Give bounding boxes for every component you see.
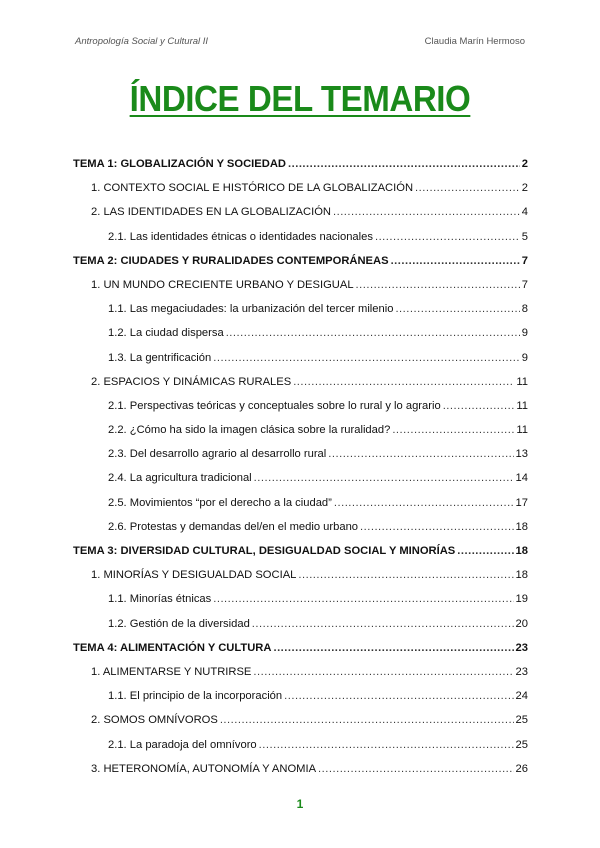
toc-entry-title: TEMA 1: GLOBALIZACIÓN Y SOCIEDAD: [73, 158, 286, 170]
toc-entry-page: 4: [521, 206, 528, 219]
toc-section-entry[interactable]: [73, 182, 528, 206]
toc-subsection-entry[interactable]: [73, 690, 528, 714]
toc-entry-page: 24: [515, 690, 528, 703]
toc-leader-dots: [392, 424, 514, 436]
toc-entry-title: 2.3. Del desarrollo agrario al desarrollo rural: [108, 448, 327, 461]
toc-subsection-entry[interactable]: [73, 400, 528, 424]
page-header: [75, 36, 525, 50]
toc-subsection-entry[interactable]: [73, 472, 528, 496]
toc-leader-dots: [356, 279, 520, 291]
toc-entry-title: 2.1. Las identidades étnicas o identidades nacionales: [108, 230, 373, 243]
toc-leader-dots: [252, 618, 514, 630]
toc-subsection-entry[interactable]: [73, 352, 528, 376]
toc-leader-dots: [375, 231, 520, 243]
toc-entry-page: 14: [515, 472, 528, 485]
toc-subsection-entry[interactable]: [73, 424, 528, 448]
toc-leader-dots: [259, 739, 514, 751]
toc-entry-title: 1. UN MUNDO CRECIENTE URBANO Y DESIGUAL: [91, 278, 354, 291]
toc-entry-title: TEMA 3: DIVERSIDAD CULTURAL, DESIGUALDAD SOCIAL Y MINORÍAS: [73, 545, 456, 557]
toc-entry-title: 1. CONTEXTO SOCIAL E HISTÓRICO DE LA GLOBALIZACIÓN: [91, 182, 414, 195]
toc-subsection-entry[interactable]: [73, 327, 528, 351]
toc-entry-page: 9: [521, 351, 528, 364]
toc-leader-dots: [220, 714, 514, 726]
toc-entry-title: 2. LAS IDENTIDADES EN LA GLOBALIZACIÓN: [91, 206, 331, 219]
page-number: 1: [296, 797, 304, 811]
toc-leader-dots: [226, 327, 520, 339]
toc-entry-page: 18: [515, 569, 528, 582]
toc-entry-page: 18: [515, 520, 528, 533]
toc-entry-page: 26: [515, 762, 528, 775]
toc-entry-title: 2. SOMOS OMNÍVOROS: [91, 714, 218, 727]
toc-entry-title: 2.6. Protestas y demandas del/en el medio urbano: [108, 520, 359, 533]
toc-chapter-entry[interactable]: [73, 158, 528, 182]
toc-entry-page: 11: [516, 399, 528, 412]
toc-entry-page: 2: [521, 158, 528, 170]
toc-leader-dots: [273, 642, 513, 654]
toc-leader-dots: [415, 182, 520, 194]
toc-leader-dots: [457, 545, 513, 557]
toc-entry-title: 3. HETERONOMÍA, AUTONOMÍA Y ANOMIA: [91, 762, 317, 775]
toc-entry-page: 19: [515, 593, 528, 606]
toc-entry-title: 2.1. La paradoja del omnívoro: [108, 738, 257, 751]
table-of-contents: [73, 158, 528, 787]
toc-subsection-entry[interactable]: [73, 448, 528, 472]
toc-entry-page: 25: [515, 714, 528, 727]
toc-entry-title: 1.2. Gestión de la diversidad: [108, 617, 250, 630]
toc-section-entry[interactable]: [73, 666, 528, 690]
toc-entry-page: 13: [515, 448, 528, 461]
toc-entry-title: 1.1. Las megaciudades: la urbanización del tercer milenio: [108, 303, 394, 316]
toc-entry-title: 2.5. Movimientos “por el derecho a la ciudad”: [108, 496, 332, 509]
toc-entry-page: 18: [515, 545, 528, 557]
toc-entry-title: 1. ALIMENTARSE Y NUTRIRSE: [91, 665, 252, 678]
toc-entry-page: 17: [515, 496, 528, 509]
toc-leader-dots: [293, 376, 514, 388]
toc-leader-dots: [328, 448, 513, 460]
toc-subsection-entry[interactable]: [73, 739, 528, 763]
toc-leader-dots: [288, 158, 520, 170]
toc-entry-title: 1.1. Minorías étnicas: [108, 593, 212, 606]
toc-entry-title: TEMA 2: CIUDADES Y RURALIDADES CONTEMPORÁNEAS: [73, 254, 389, 267]
toc-entry-page: 5: [521, 230, 528, 243]
toc-leader-dots: [284, 690, 513, 702]
toc-entry-title: 2.2. ¿Cómo ha sido la imagen clásica sobre la ruralidad?: [108, 424, 391, 437]
toc-subsection-entry[interactable]: [73, 497, 528, 521]
toc-leader-dots: [298, 569, 513, 581]
toc-entry-title: 2. ESPACIOS Y DINÁMICAS RURALES: [91, 375, 292, 388]
toc-section-entry[interactable]: [73, 714, 528, 738]
toc-leader-dots: [333, 206, 520, 218]
toc-subsection-entry[interactable]: [73, 593, 528, 617]
toc-chapter-entry[interactable]: [73, 255, 528, 279]
toc-leader-dots: [213, 352, 520, 364]
toc-entry-page: 2: [521, 182, 528, 195]
toc-leader-dots: [254, 472, 514, 484]
toc-leader-dots: [360, 521, 514, 533]
toc-leader-dots: [334, 497, 514, 509]
toc-entry-title: 2.1. Perspectivas teóricas y conceptuales sobre lo rural y lo agrario: [108, 399, 441, 412]
toc-entry-page: 11: [516, 424, 528, 437]
toc-chapter-entry[interactable]: [73, 545, 528, 569]
toc-leader-dots: [443, 400, 515, 412]
toc-section-entry[interactable]: [73, 569, 528, 593]
toc-leader-dots: [391, 255, 520, 267]
toc-entry-title: 1. MINORÍAS Y DESIGUALDAD SOCIAL: [91, 569, 297, 582]
toc-section-entry[interactable]: [73, 763, 528, 787]
toc-chapter-entry[interactable]: [73, 642, 528, 666]
toc-entry-title: 1.3. La gentrificación: [108, 351, 212, 364]
toc-entry-page: 7: [521, 278, 528, 291]
toc-section-entry[interactable]: [73, 376, 528, 400]
document-title: ÍNDICE DEL TEMARIO: [129, 78, 471, 119]
toc-subsection-entry[interactable]: [73, 521, 528, 545]
toc-entry-page: 25: [515, 738, 528, 751]
toc-leader-dots: [395, 303, 519, 315]
toc-entry-title: 1.2. La ciudad dispersa: [108, 327, 224, 340]
toc-section-entry[interactable]: [73, 206, 528, 230]
header-course: Antropología Social y Cultural II: [75, 36, 209, 47]
toc-leader-dots: [253, 666, 513, 678]
toc-entry-page: 23: [515, 665, 528, 678]
toc-section-entry[interactable]: [73, 279, 528, 303]
toc-subsection-entry[interactable]: [73, 303, 528, 327]
toc-entry-page: 9: [521, 327, 528, 340]
header-author: Claudia Marín Hermoso: [424, 36, 525, 47]
toc-entry-page: 23: [515, 641, 528, 654]
toc-entry-page: 11: [516, 375, 528, 388]
toc-entry-title: 2.4. La agricultura tradicional: [108, 472, 252, 485]
toc-subsection-entry[interactable]: [73, 231, 528, 255]
toc-leader-dots: [318, 763, 514, 775]
toc-leader-dots: [213, 593, 513, 605]
toc-entry-page: 20: [515, 617, 528, 630]
toc-entry-title: TEMA 4: ALIMENTACIÓN Y CULTURA: [73, 641, 272, 654]
toc-entry-page: 8: [521, 303, 528, 316]
toc-entry-page: 7: [521, 254, 528, 267]
toc-subsection-entry[interactable]: [73, 618, 528, 642]
toc-entry-title: 1.1. El principio de la incorporación: [108, 690, 283, 703]
